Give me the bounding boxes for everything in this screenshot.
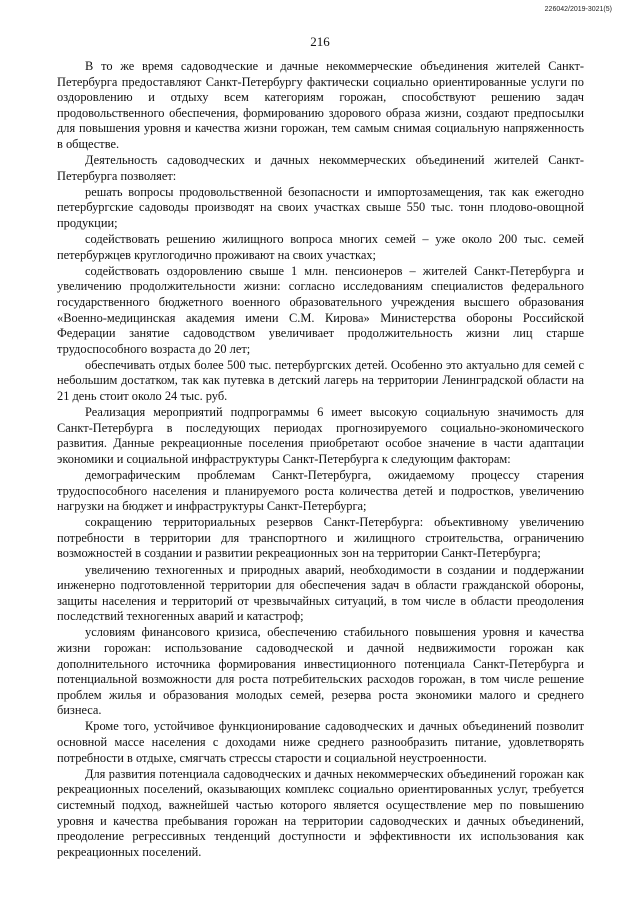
list-item: демографическим проблемам Санкт-Петербурга, ожидаемому процессу старения трудоспособного населения и планируемого роста количества детей и подростков, увеличению нагрузки на бюджет и инфраструктуры Санкт-Петербурга; <box>57 467 584 514</box>
list-item: сокращению территориальных резервов Санкт-Петербурга: объективному увеличению потребности в территории для транспортного и жилищного строительства, ограничению возможностей в создании и развитии рекреационных зон на территории Санкт-Петербурга; <box>57 515 584 561</box>
document-body <box>57 59 584 860</box>
paragraph: В то же время садоводческие и дачные некоммерческие объединения жителей Санкт-Петербурга предоставляют Санкт-Петербургу фактически социально ориентированные услуги по оздоровлению и отдыху всем категориям горожан, способствуют решению задач продовольственного обеспечения, формированию здорового образа жизни, создают предпосылки для повышения уровня и качества жизни горожан, тем самым снимая социальную напряженность в обществе. <box>57 59 584 151</box>
list-item: увеличению техногенных и природных аварий, необходимости в создании и поддержании инженерно подготовленной территории для обеспечения задач в области гражданской обороны, защиты населения и территорий от чрезвычайных ситуаций, в том числе в области преодоления последствий техногенных аварий и катастроф; <box>57 562 584 624</box>
list-item: решать вопросы продовольственной безопасности и импортозамещения, так как ежегодно петербургские садоводы производят на своих участках свыше 550 тыс. тонн плодово-овощной продукции; <box>57 184 584 230</box>
list-item: условиям финансового кризиса, обеспечению стабильного повышения уровня и качества жизни горожан: использование садоводческой и дачной недвижимости горожан как дополнительного источника формирования инвестиционного потенциала Санкт-Петербурга и потенциальной возможности для роста потребительских расходов горожан, в том числе решение проблем жилья и образования молодых семей, резерва роста экономики малого и среднего бизнеса. <box>57 625 584 718</box>
list-item: содействовать решению жилищного вопроса многих семей – уже около 200 тыс. семей петербуржцев круглогодично проживают на своих участках; <box>57 232 584 262</box>
list-item: содействовать оздоровлению свыше 1 млн. пенсионеров – жителей Санкт-Петербурга и увеличению продолжительности жизни: согласно исследованиям специалистов федерального государственного бюджетного военного образовательного учреждения высшего образования «Военно-медицинская академия имени С.М. Кирова» Министерства обороны Российской Федерации занятие садоводством увеличивает продолжительность жизни лиц старше трудоспособного возраста до 20 лет; <box>57 263 584 356</box>
list-item: обеспечивать отдых более 500 тыс. петербургских детей. Особенно это актуально для семей с небольшим достатком, так как путевка в детский лагерь на территории Ленинградской области на 21 день стоит около 24 тыс. руб. <box>57 357 584 403</box>
paragraph: Реализация мероприятий подпрограммы 6 имеет высокую социальную значимость для Санкт-Петербурга в последующих периодах прогнозируемого социально-экономического развития. Данные рекреационные поселения приобретают особое значение в части адаптации экономики и социальной инфраструктуры Санкт-Петербурга к следующим факторам: <box>57 405 584 466</box>
paragraph: Кроме того, устойчивое функционирование садоводческих и дачных объединений позволит основной массе населения с доходами ниже среднего разнообразить питание, удовлетворять потребности в отдыхе, смягчать стрессы старости и социальной неустроенности. <box>57 719 584 765</box>
paragraph: Для развития потенциала садоводческих и дачных некоммерческих объединений горожан как рекреационных поселений, оказывающих комплекс социально ориентированных услуг, требуется системный подход, важнейшей частью которого является осуществление мер по повышению уровня и качества пребывания горожан на территории садоводческих и дачных объединений, преодоление регрессивных тенденций доступности и эффективности их использования как рекреационных поселений. <box>57 766 584 859</box>
paragraph: Деятельность садоводческих и дачных некоммерческих объединений жителей Санкт-Петербурга позволяет: <box>57 153 584 183</box>
document-registration-number: 226042/2019-3021(5) <box>544 6 612 13</box>
page-number: 216 <box>310 34 330 49</box>
